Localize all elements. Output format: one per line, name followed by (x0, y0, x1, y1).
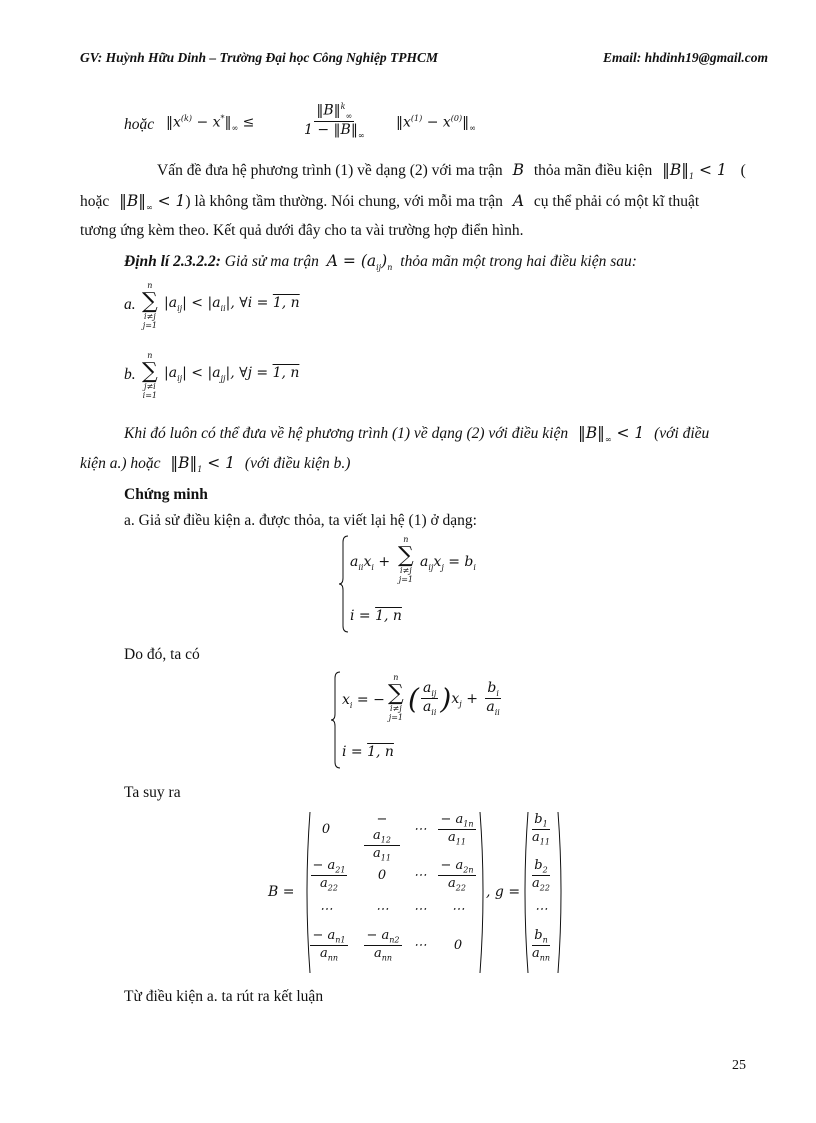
header-right: Email: hhdinh19@gmail.com (602, 50, 768, 65)
proof-title: Chứng minh (124, 486, 208, 503)
system-solved: $x_i$ = − n ∑ i≠j j=1 ( $\frac{a_{ij}}{a_{ii}}$ )$x_j$ + $\frac{b_i}{a_{ii}}$ i = 1, n (330, 670, 580, 770)
header-left: GV: Huỳnh Hữu Dinh – Trường Đại học Công Nghiệp TPHCM (80, 50, 438, 65)
system-rewritten: $a_{ii}x_i$ + n ∑ i≠j j=1 $a_{ij}x_j = b_i$ i = 1, n (338, 534, 558, 634)
proof-line3: Ta suy ra (124, 784, 181, 801)
theorem-conclusion-line2: kiện a.) hoặc $‖B‖_1 < 1$ (với điều kiện b.) (80, 454, 351, 475)
proof-line1: a. Giả sử điều kiện a. được thỏa, ta viết lại hệ (1) ở dạng: (124, 512, 477, 529)
theorem-conclusion-line1: Khi đó luôn có thể đưa về hệ phương trình (1) về dạng (2) với điều kiện $‖B‖_\infty < 1$ (với điều (124, 424, 710, 445)
or-label: hoặc (124, 116, 155, 133)
theorem-statement: Định lí 2.3.2.2: Giả sử ma trận $A = (a_{ij})_n$ thỏa mãn một trong hai điều kiện sau: (124, 252, 637, 273)
matrix-b-and-g: B = 0 $\frac{- a_{12}}{a_{11}}$ ⋯ $\frac{- a_{1n}}{a_{11}}$ $\frac{- a_{21}}{a_{22}}$ 0 ⋯ $\frac{- a_{2n}}{a_{22}}$ ⋯ ⋯ ⋯ ⋯ $\frac{- a_{n1}}{a_{nn}}$ $\frac{- a_{n2}}{a_{nn}}$ ⋯ 0 , g = $\frac{b_1}{a_{11}}$ $\frac{b_2}{a_{22}}$ ⋯ $\frac{b_n}{a_{nn}}$ (268, 810, 568, 975)
error-bound-formula: hoặc $‖x^{(k)}$ − $x^*‖_\infty$ ≤ $\frac{‖B‖^k_\infty}{1 - ‖B‖_\infty}$ $‖x^{(1)}$ − $x^{(0)}‖_\infty$ (124, 102, 476, 140)
para1-line3: tương ứng kèm theo. Kết quả dưới đây cho ta vài trường hợp điển hình. (80, 222, 524, 239)
b-equals: B = (268, 884, 295, 900)
g-equals: , g = (486, 884, 521, 900)
para1-line2: hoặc $‖B‖_\infty < 1$) là không tầm thường. Nói chung, với mỗi ma trận A cụ thể phải có một kĩ thuật (80, 192, 700, 213)
vector-g-right-paren (556, 810, 566, 975)
proof-line2: Do đó, ta có (124, 646, 200, 663)
proof-line4: Từ điều kiện a. ta rút ra kết luận (124, 988, 324, 1005)
para1-line1: Vấn đề đưa hệ phương trình (1) về dạng (2) với ma trận B thỏa mãn điều kiện $‖B‖_1 < 1$ ( (157, 161, 746, 182)
condition-b: b. n ∑ j≠i i=1 $|a_{ij}| < |a_{jj}|$, ∀j = 1, n (124, 351, 300, 400)
page-number: 25 (732, 1058, 746, 1073)
condition-a: a. n ∑ i≠j j=1 $|a_{ij}| < |a_{ii}|$, ∀i = 1, n (124, 281, 300, 330)
theorem-title: Định lí 2.3.2.2: (124, 253, 221, 270)
